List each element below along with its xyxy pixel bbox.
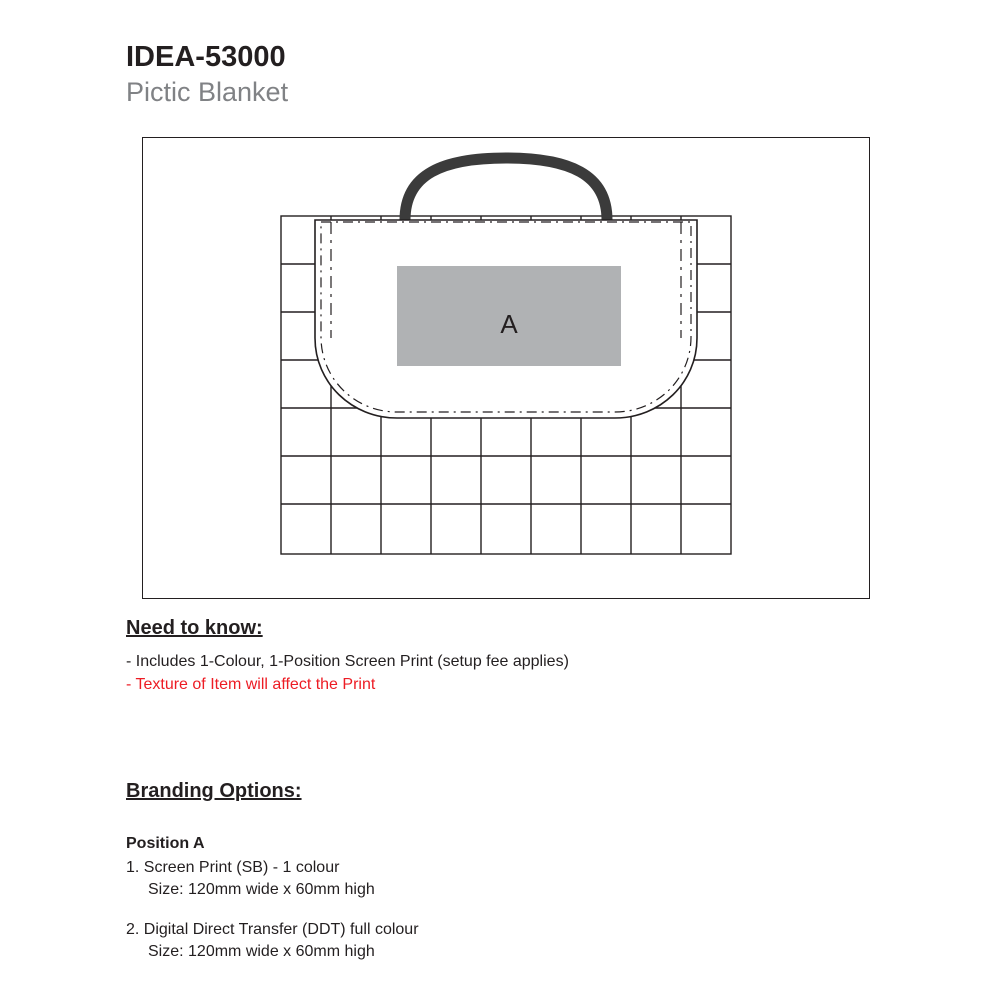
branding-options-section (126, 780, 886, 963)
need-to-know-line-2: - Texture of Item will affect the Print (126, 676, 376, 693)
need-to-know-section (126, 617, 886, 696)
branding-option-2-size: Size: 120mm wide x 60mm high (148, 943, 375, 960)
product-code: IDEA-53000 (126, 41, 286, 73)
branding-option-1 (126, 857, 886, 901)
branding-option-2 (126, 919, 886, 963)
branding-option-2-method: 2. Digital Direct Transfer (DDT) full colour (126, 921, 419, 938)
product-title-block (126, 40, 826, 108)
need-to-know-heading: Need to know: (126, 617, 263, 639)
branding-options-heading: Branding Options: (126, 780, 302, 802)
need-to-know-line-1: - Includes 1-Colour, 1-Position Screen Print (setup fee applies) (126, 653, 569, 670)
product-name: Pictic Blanket (126, 77, 289, 107)
print-area-label-a: A (500, 309, 518, 339)
branding-option-1-size: Size: 120mm wide x 60mm high (148, 881, 375, 898)
product-illustration (143, 138, 869, 598)
branding-position-label: Position A (126, 835, 205, 852)
branding-option-1-method: 1. Screen Print (SB) - 1 colour (126, 859, 340, 876)
carry-handle (405, 158, 607, 220)
product-illustration-frame (142, 137, 870, 599)
